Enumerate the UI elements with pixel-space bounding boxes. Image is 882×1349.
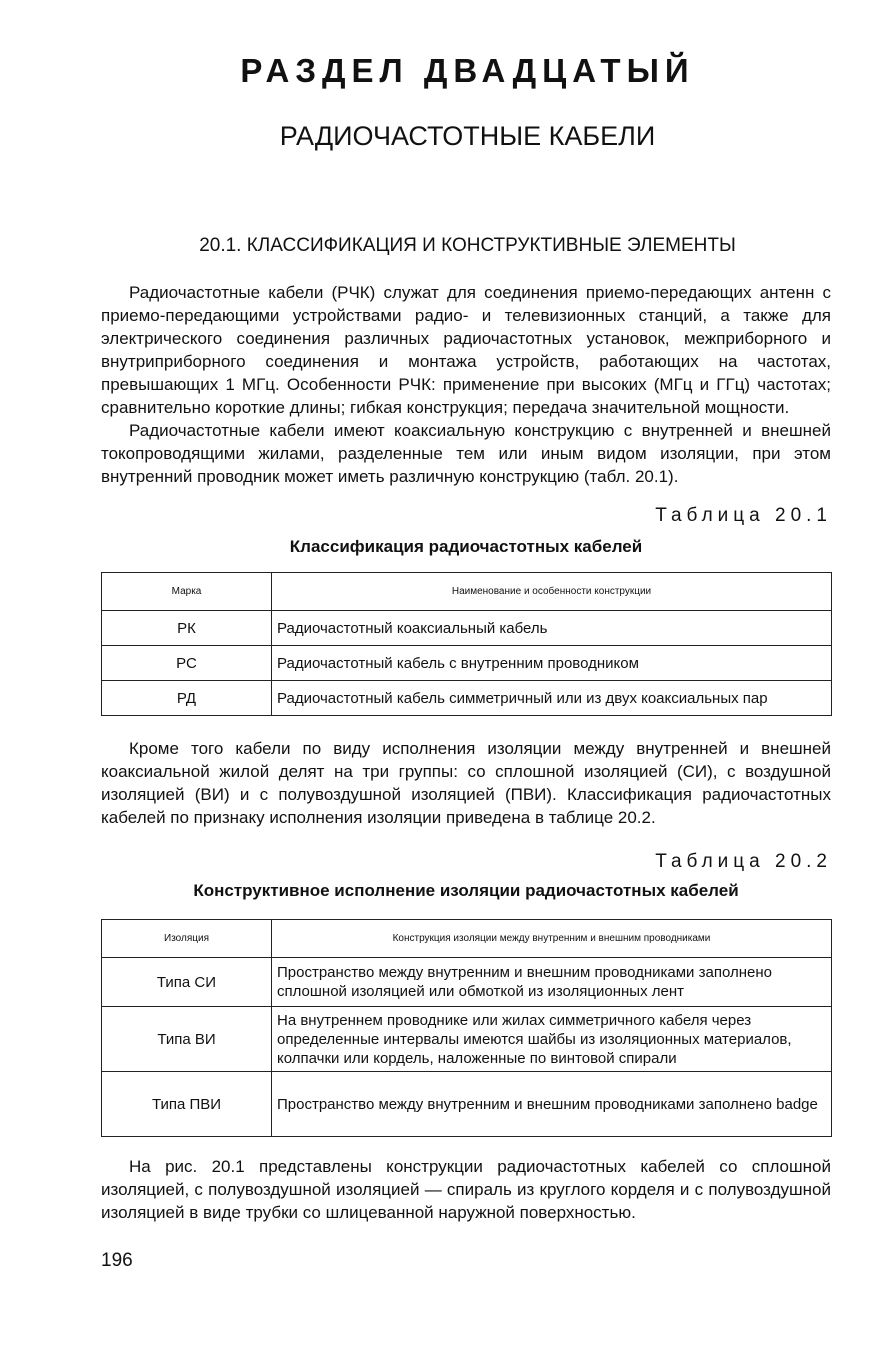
table-row — [102, 1072, 832, 1137]
cell-construction: Пространство между внутренним и внешним проводниками заполнено сплошной изоляцией или обмоткой из изоляционных лент — [272, 958, 832, 1007]
table-row — [102, 646, 832, 681]
column-header-description: Наименование и особенности конструкции — [272, 573, 832, 611]
column-header-construction: Конструкция изоляции между внутренним и внешним проводниками — [272, 920, 832, 958]
cell-mark: РД — [102, 681, 272, 716]
subsection-title: 20.1. КЛАССИФИКАЦИЯ И КОНСТРУКТИВНЫЕ ЭЛЕМЕНТЫ — [199, 235, 736, 256]
section-title: РАЗДЕЛ ДВАДЦАТЫЙ — [240, 52, 695, 89]
table-cable-classification — [101, 572, 832, 716]
cell-construction: Пространство между внутренним и внешним проводниками заполнено badge — [272, 1072, 832, 1137]
table1-label: Таблица 20.1 — [655, 505, 832, 526]
column-header-insulation: Изоляция — [102, 920, 272, 958]
cell-description: Радиочастотный кабель с внутренним проводником — [272, 646, 832, 681]
table1-caption: Классификация радиочастотных кабелей — [289, 537, 643, 556]
chapter-title: РАДИОЧАСТОТНЫЕ КАБЕЛИ — [279, 121, 656, 151]
table2-label: Таблица 20.2 — [655, 851, 832, 872]
paragraph-construction: Радиочастотные кабели имеют коаксиальную конструкцию с внутренней и внешней токопроводящими жилами, разделенные тем или иным видом изоляции, при этом внутренний проводник может иметь различную конструкцию (табл. 20.1). — [101, 421, 831, 486]
cell-mark: РС — [102, 646, 272, 681]
paragraph-insulation-groups: Кроме того кабели по виду исполнения изоляции между внутренней и внешней коаксиальной жилой делят на три группы: со сплошной изоляцией (СИ), с воздушной изоляцией (ВИ) и с полувоздушной изоляцией (ПВИ). Классификация радиочастотных кабелей по признаку исполнения изоляции приведена в таблице 20.2. — [101, 739, 831, 827]
table-row — [102, 681, 832, 716]
table-header-row — [102, 920, 832, 958]
cell-description: Радиочастотный коаксиальный кабель — [272, 611, 832, 646]
paragraph-intro: Радиочастотные кабели (РЧК) служат для соединения приемо-передающих антенн с приемо-передающими устройствами радио- и телевизионных станций, а также для электрического соединения различных радиочастотных установок, межприборного и внутриприборного соединения и монтажа устройств, работающих на частотах, превышающих 1 МГц. Особенности РЧК: применение при высоких (МГц и ГГц) частотах; сравнительно короткие длины; гибкая конструкция; передача значительной мощности. — [101, 283, 831, 417]
cell-mark: РК — [102, 611, 272, 646]
table-insulation-design — [101, 919, 832, 1137]
table-header-row — [102, 573, 832, 611]
column-header-mark: Марка — [102, 573, 272, 611]
cell-insulation-type: Типа ПВИ — [102, 1072, 272, 1137]
table-row — [102, 958, 832, 1007]
page-number: 196 — [101, 1250, 133, 1271]
cell-description: Радиочастотный кабель симметричный или из двух коаксиальных пар — [272, 681, 832, 716]
cell-construction: На внутреннем проводнике или жилах симметричного кабеля через определенные интервалы имеются шайбы из изоляционных материалов, колпачки или кордель, наложенные по винтовой спирали — [272, 1007, 832, 1072]
paragraph-figure-reference: На рис. 20.1 представлены конструкции радиочастотных кабелей со сплошной изоляцией, с полувоздушной изоляцией — спираль из круглого корделя и с полувоздушной изоляцией в виде трубки со шлицеванной наружной поверхностью. — [101, 1157, 831, 1222]
cell-insulation-type: Типа СИ — [102, 958, 272, 1007]
table2-caption: Конструктивное исполнение изоляции радиочастотных кабелей — [193, 881, 739, 900]
table-row — [102, 1007, 832, 1072]
cell-insulation-type: Типа ВИ — [102, 1007, 272, 1072]
table-row — [102, 611, 832, 646]
